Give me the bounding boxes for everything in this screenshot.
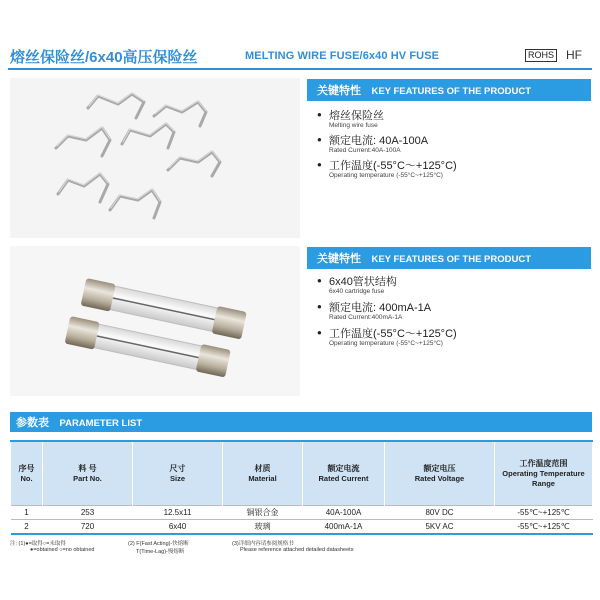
cartridge-fuse-image: [10, 246, 300, 396]
feature-sub: Rated Current:400mA-1A: [329, 314, 403, 321]
feature-main: 6x40管状结构: [329, 276, 397, 288]
feature-main: 工作温度(-55°C～+125°C): [329, 160, 457, 172]
table-cell: 40A-100A: [303, 506, 385, 520]
table-cell: 720: [43, 520, 133, 535]
column-header: 额定电压 Rated Voltage: [385, 441, 495, 506]
parameter-table: [10, 440, 593, 535]
parameter-list-title-en: PARAMETER LIST: [59, 418, 143, 429]
table-cell: 铜银合金: [223, 506, 303, 520]
note-2-en: T(Time-Lag)-慢熔断: [136, 549, 185, 555]
note-1: 注: (1)●=取得○=未取得: [10, 541, 66, 547]
feature-main: 工作温度(-55°C～+125°C): [329, 328, 457, 340]
feature-sub: 6x40 cartridge fuse: [329, 288, 385, 295]
feature-main: 额定电流: 40A-100A: [329, 135, 429, 147]
feature-main: 额定电流: 400mA-1A: [329, 302, 432, 314]
melting-wire-fuse-image: [10, 78, 300, 238]
table-header-row: [11, 441, 593, 506]
header-divider: [8, 68, 592, 70]
key-features-title-cn: 关键特性: [317, 85, 361, 97]
note-2: (2) F(Fast Acting)-快熔断: [128, 541, 189, 547]
table-row: [11, 506, 593, 520]
table-cell: 2: [11, 520, 43, 535]
bullet-icon: ●: [317, 160, 322, 169]
table-cell: -55℃~+125℃: [495, 520, 593, 535]
bullet-icon: ●: [317, 135, 322, 144]
table-row: [11, 520, 593, 535]
table-cell: 1: [11, 506, 43, 520]
rohs-badge: ROHS: [525, 49, 557, 62]
page-title-en: MELTING WIRE FUSE/6x40 HV FUSE: [245, 50, 440, 62]
column-header: 材质 Material: [223, 441, 303, 506]
table-cell: 253: [43, 506, 133, 520]
feature-sub: Rated Current:40A-100A: [329, 147, 401, 154]
page-title-cn: 熔丝保险丝/6x40高压保险丝: [10, 49, 198, 66]
parameter-list-header: [10, 412, 592, 432]
feature-main: 熔丝保险丝: [329, 110, 384, 122]
column-header: 额定电流 Rated Current: [303, 441, 385, 506]
bullet-icon: ●: [317, 276, 322, 285]
bullet-icon: ●: [317, 302, 322, 311]
feature-sub: Melting wire fuse: [329, 122, 378, 129]
note-3-en: Please reference attached detailed datasheets: [240, 547, 354, 553]
bullet-icon: ●: [317, 328, 322, 337]
key-features-title-en: KEY FEATURES OF THE PRODUCT: [371, 86, 532, 97]
table-cell: 5KV AC: [385, 520, 495, 535]
table-cell: 玻璃: [223, 520, 303, 535]
column-header: 料 号 Part No.: [43, 441, 133, 506]
table-cell: -55℃~+125℃: [495, 506, 593, 520]
note-1-en: ●=obtained ○=no obtained: [30, 547, 95, 553]
table-cell: 12.5x11: [133, 506, 223, 520]
hf-badge: HF: [566, 48, 582, 62]
key-features-header: [307, 79, 591, 101]
parameter-list-title-cn: 参数表: [16, 417, 49, 429]
key-features-title-cn: 关键特性: [317, 253, 361, 265]
note-3: (3)详细内容请参阅规格书: [232, 541, 294, 547]
key-features-title-en: KEY FEATURES OF THE PRODUCT: [371, 254, 532, 265]
key-features-header: [307, 247, 591, 269]
column-header: 序号 No.: [11, 441, 43, 506]
column-header: 工作温度范围 Operating Temperature Range: [495, 441, 593, 506]
table-cell: 400mA-1A: [303, 520, 385, 535]
column-header: 尺寸 Size: [133, 441, 223, 506]
feature-sub: Operating temperature (-55°C~+125°C): [329, 340, 443, 347]
table-cell: 6x40: [133, 520, 223, 535]
bullet-icon: ●: [317, 110, 322, 119]
table-cell: 80V DC: [385, 506, 495, 520]
feature-sub: Operating temperature (-55°C~+125°C): [329, 172, 443, 179]
